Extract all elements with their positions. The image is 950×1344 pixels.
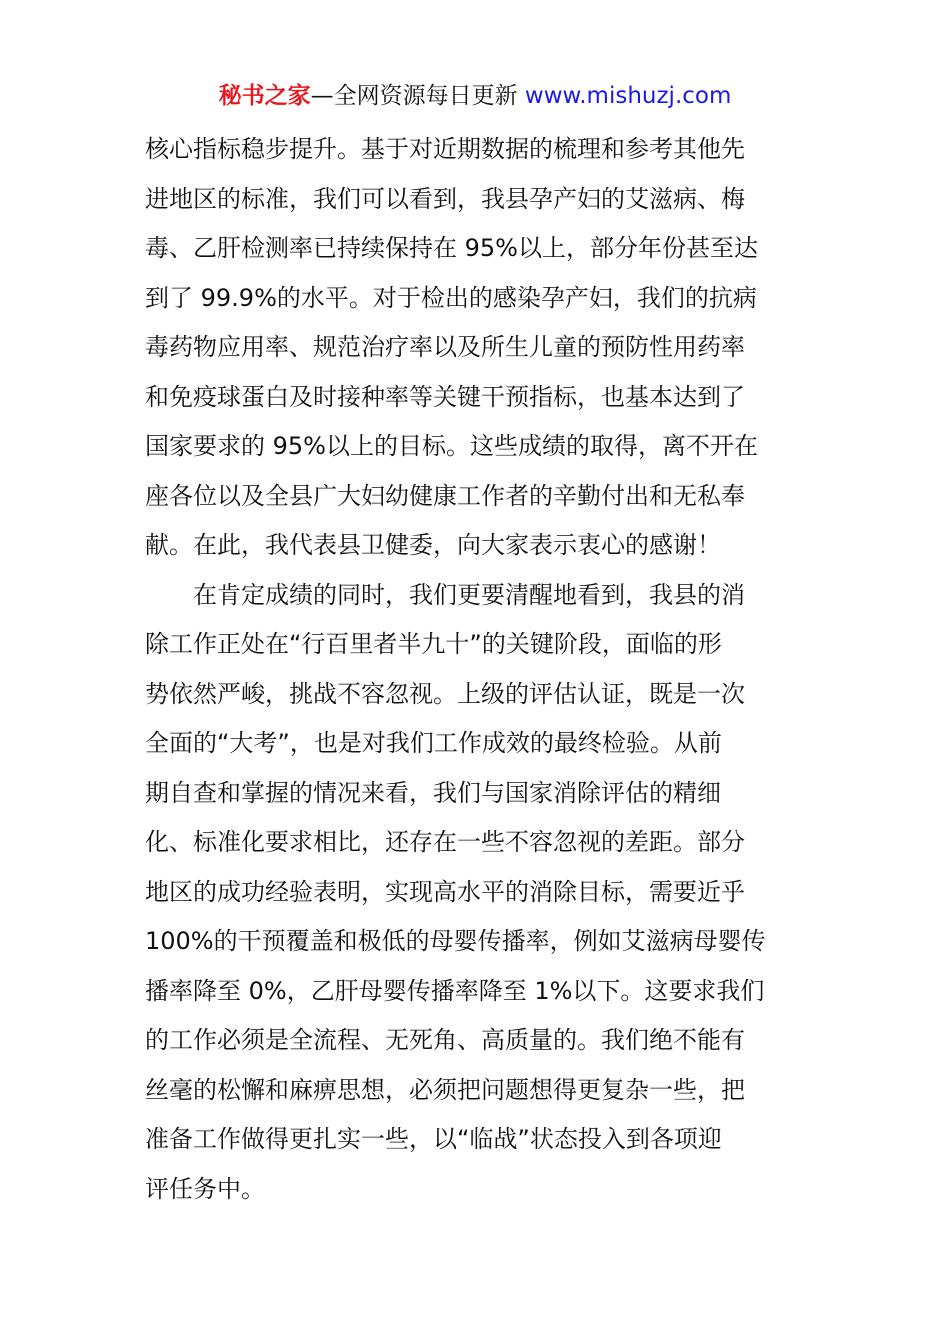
text-line: 国家要求的 95%以上的目标。这些成绩的取得，离不开在 — [145, 432, 758, 460]
text-line: 除工作正处在“行百里者半九十”的关键阶段，面临的形 — [145, 630, 722, 658]
site-tagline: —全网资源每日更新 — [310, 83, 525, 109]
text-line: 地区的成功经验表明，实现高水平的消除目标，需要近乎 — [145, 877, 745, 906]
text-line: 准备工作做得更扎实一些，以“临战”状态投入到各项迎 — [145, 1125, 722, 1153]
text-line: 100%的干预覆盖和极低的母婴传播率，例如艾滋病母婴传 — [145, 927, 766, 955]
text-line: 丝毫的松懈和麻痹思想，必须把问题想得更复杂一些，把 — [145, 1075, 745, 1104]
text-line: 评任务中。 — [145, 1174, 265, 1203]
text-line: 化、标准化要求相比，还存在一些不容忽视的差距。部分 — [145, 828, 745, 856]
text-line: 和免疫球蛋白及时接种率等关键干预指标，也基本达到了 — [145, 382, 745, 411]
text-line: 的工作必须是全流程、无死角、高质量的。我们绝不能有 — [145, 1026, 745, 1054]
text-line: 全面的“大考”，也是对我们工作成效的最终检验。从前 — [145, 729, 722, 757]
text-line: 献。在此，我代表县卫健委，向大家表示衷心的感谢！ — [145, 531, 721, 559]
text-line: 座各位以及全县广大妇幼健康工作者的辛勤付出和无私奉 — [145, 481, 745, 510]
site-brand: 秘书之家 — [218, 83, 311, 109]
text-line: 期自查和掌握的情况来看，我们与国家消除评估的精细 — [145, 778, 721, 807]
paragraph-1 — [145, 125, 810, 571]
text-line: 进地区的标准，我们可以看到，我县孕产妇的艾滋病、梅 — [145, 184, 745, 213]
text-line: 势依然严峻，挑战不容忽视。上级的评估认证，既是一次 — [145, 679, 745, 708]
text-line: 到了 99.9%的水平。对于检出的感染孕产妇，我们的抗病 — [145, 283, 757, 312]
text-line: 在肯定成绩的同时，我们更要清醒地看到，我县的消 — [193, 580, 745, 609]
text-line: 播率降至 0%，乙肝母婴传播率降至 1%以下。这要求我们 — [145, 976, 765, 1005]
page-header — [0, 80, 950, 112]
paragraph-2 — [145, 571, 810, 1215]
text-line: 毒、乙肝检测率已持续保持在 95%以上，部分年份甚至达 — [145, 234, 758, 262]
document-body — [145, 125, 810, 1214]
site-url-link[interactable]: www.mishuzj.com — [524, 83, 732, 109]
text-line: 核心指标稳步提升。基于对近期数据的梳理和参考其他先 — [145, 135, 745, 163]
text-line: 毒药物应用率、规范治疗率以及所生儿童的预防性用药率 — [145, 333, 745, 361]
